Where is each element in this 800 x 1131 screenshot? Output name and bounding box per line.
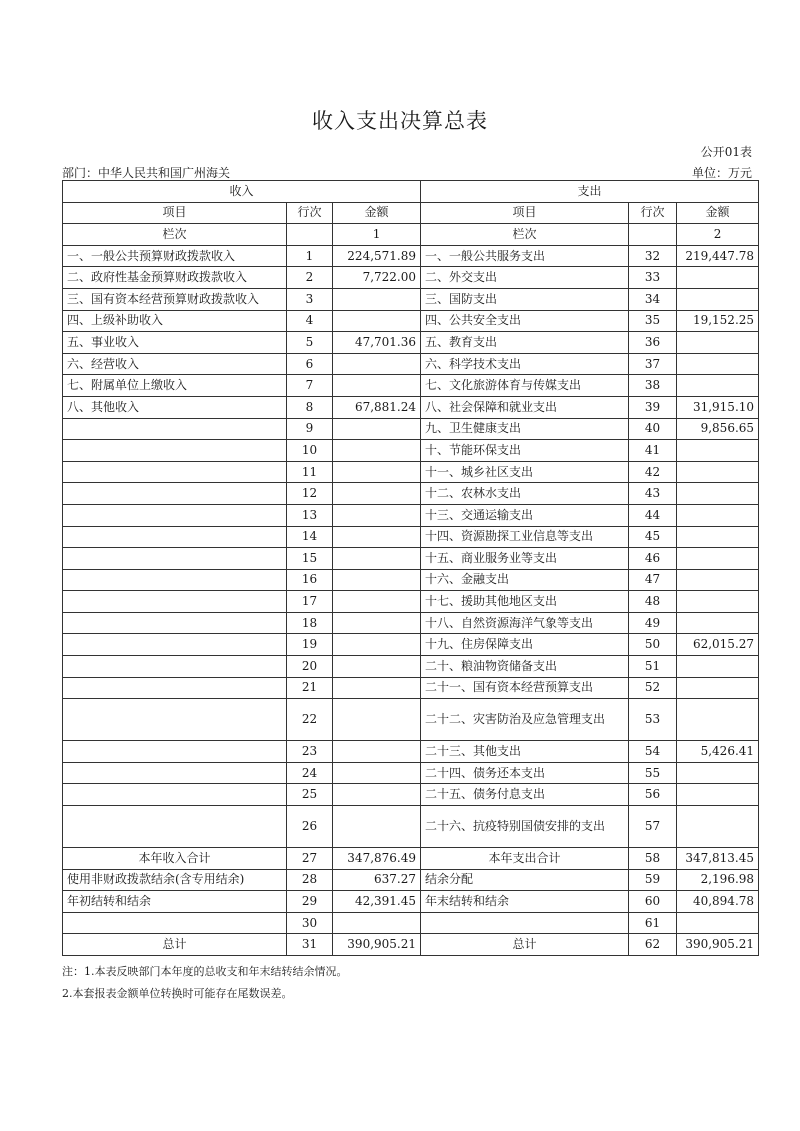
expense-line-number: 44 [629,504,677,526]
expense-amount [677,504,759,526]
expense-line-number: 39 [629,396,677,418]
income-line-number: 2 [287,267,333,289]
table-row [63,461,759,483]
expense-amount [677,440,759,462]
expense-item: 十七、援助其他地区支出 [421,591,629,613]
expense-line-number: 53 [629,699,677,741]
income-amount [333,784,421,806]
expense-line-number: 38 [629,375,677,397]
expense-line-number: 50 [629,634,677,656]
income-amount [333,741,421,763]
income-item [63,591,287,613]
income-amount [333,375,421,397]
note-2: 2.本套报表金额单位转换时可能存在尾数误差。 [62,987,293,1000]
expense-item: 十四、资源勘探工业信息等支出 [421,526,629,548]
expense-amount: 2,196.98 [677,869,759,891]
income-item [63,548,287,570]
expense-item: 四、公共安全支出 [421,310,629,332]
income-item [63,612,287,634]
expense-item: 十三、交通运输支出 [421,504,629,526]
table-row [63,569,759,591]
expense-item: 二十三、其他支出 [421,741,629,763]
table-row [63,504,759,526]
expense-amount [677,677,759,699]
income-amount [333,483,421,505]
income-item [63,741,287,763]
expense-item: 十五、商业服务业等支出 [421,548,629,570]
table-row [63,310,759,332]
expense-item: 二十一、国有资本经营预算支出 [421,677,629,699]
expense-line-number: 62 [629,934,677,956]
expense-line-number: 57 [629,806,677,848]
page-title: 收入支出决算总表 [312,109,488,133]
expense-item: 二十、粮油物资储备支出 [421,656,629,678]
column-number-row [63,224,759,246]
table-row [63,332,759,354]
expense-item: 二十二、灾害防治及应急管理支出 [421,699,629,741]
expense-amount [677,656,759,678]
income-amount: 42,391.45 [333,891,421,913]
expense-column-label: 栏次 [421,224,629,246]
expense-line-number: 54 [629,741,677,763]
expense-line-number: 61 [629,912,677,934]
income-line-number: 18 [287,612,333,634]
department-label: 部门：中华人民共和国广州海关 [62,166,231,180]
income-header: 收入 [63,181,421,203]
expense-line-number: 48 [629,591,677,613]
expense-amount [677,762,759,784]
expense-amount: 5,426.41 [677,741,759,763]
income-line-number: 29 [287,891,333,913]
expense-line-number: 32 [629,245,677,267]
income-amount [333,526,421,548]
expense-line-number: 37 [629,353,677,375]
income-item [63,418,287,440]
income-amount [333,912,421,934]
income-item [63,806,287,848]
income-line-number: 20 [287,656,333,678]
expense-line-number: 59 [629,869,677,891]
expense-item: 十一、城乡社区支出 [421,461,629,483]
income-line-header: 行次 [287,202,333,224]
expense-header: 支出 [421,181,759,203]
income-item [63,504,287,526]
income-amount [333,699,421,741]
expense-item: 总计 [421,934,629,956]
income-line-number: 14 [287,526,333,548]
income-line-number: 13 [287,504,333,526]
income-item: 年初结转和结余 [63,891,287,913]
column-header-row [63,202,759,224]
income-line-number: 22 [287,699,333,741]
income-item [63,526,287,548]
income-item [63,440,287,462]
income-item [63,461,287,483]
income-amount [333,762,421,784]
income-line-number: 15 [287,548,333,570]
expense-amount [677,375,759,397]
expense-item: 一、一般公共服务支出 [421,245,629,267]
income-line-number: 7 [287,375,333,397]
expense-item-header: 项目 [421,202,629,224]
income-amount [333,353,421,375]
income-amount [333,591,421,613]
expense-item: 十八、自然资源海洋气象等支出 [421,612,629,634]
expense-item: 二十五、债务付息支出 [421,784,629,806]
income-line-number: 10 [287,440,333,462]
income-line-number: 12 [287,483,333,505]
income-item: 六、经营收入 [63,353,287,375]
expense-amount [677,353,759,375]
income-amount [333,612,421,634]
income-amount [333,806,421,848]
expense-item: 年末结转和结余 [421,891,629,913]
income-line-number: 28 [287,869,333,891]
table-row [63,912,759,934]
table-row [63,656,759,678]
income-line-number: 3 [287,288,333,310]
expense-line-number: 56 [629,784,677,806]
income-line-number: 19 [287,634,333,656]
income-line-number: 9 [287,418,333,440]
expense-amount [677,806,759,848]
table-row [63,591,759,613]
table-row [63,483,759,505]
income-item [63,569,287,591]
expense-amount: 219,447.78 [677,245,759,267]
expense-line-number: 45 [629,526,677,548]
expense-amount [677,267,759,289]
expense-amount: 19,152.25 [677,310,759,332]
income-amount [333,656,421,678]
income-amount [333,310,421,332]
table-row [63,375,759,397]
income-line-number: 25 [287,784,333,806]
expense-amount: 40,894.78 [677,891,759,913]
income-item [63,634,287,656]
table-row [63,848,759,870]
expense-line-number: 46 [629,548,677,570]
income-amount [333,288,421,310]
table-row [63,440,759,462]
income-amount [333,440,421,462]
expense-item: 十、节能环保支出 [421,440,629,462]
income-amount: 347,876.49 [333,848,421,870]
expense-amount: 31,915.10 [677,396,759,418]
expense-item: 二十四、债务还本支出 [421,762,629,784]
income-line-number: 6 [287,353,333,375]
expense-item: 十二、农林水支出 [421,483,629,505]
table-row [63,245,759,267]
income-amount: 7,722.00 [333,267,421,289]
income-item-header: 项目 [63,202,287,224]
income-line-number: 5 [287,332,333,354]
expense-column-number: 2 [677,224,759,246]
income-amount [333,504,421,526]
expense-line-number: 43 [629,483,677,505]
expense-line-number: 33 [629,267,677,289]
expense-amount: 62,015.27 [677,634,759,656]
income-item [63,762,287,784]
table-row [63,741,759,763]
income-item [63,912,287,934]
expense-item: 九、卫生健康支出 [421,418,629,440]
income-amount [333,569,421,591]
expense-item: 七、文化旅游体育与传媒支出 [421,375,629,397]
income-item: 二、政府性基金预算财政拨款收入 [63,267,287,289]
income-line-number: 27 [287,848,333,870]
income-amount: 67,881.24 [333,396,421,418]
expense-amount: 347,813.45 [677,848,759,870]
notes [62,961,348,1005]
expense-line-number: 60 [629,891,677,913]
expense-line-number: 36 [629,332,677,354]
table-row [63,612,759,634]
expense-amount [677,483,759,505]
income-item [63,656,287,678]
income-line-number: 23 [287,741,333,763]
expense-amount [677,612,759,634]
form-number: 公开01表 [700,145,752,159]
note-1: 注：1.本表反映部门本年度的总收支和年末结转结余情况。 [62,965,348,978]
expense-item: 本年支出合计 [421,848,629,870]
income-line-number: 24 [287,762,333,784]
income-item: 四、上级补助收入 [63,310,287,332]
table-row [63,677,759,699]
income-amount [333,548,421,570]
income-amount: 224,571.89 [333,245,421,267]
expense-item: 十六、金融支出 [421,569,629,591]
expense-amount [677,912,759,934]
budget-summary-table [62,180,759,956]
expense-line-number: 49 [629,612,677,634]
expense-line-number: 52 [629,677,677,699]
expense-item: 八、社会保障和就业支出 [421,396,629,418]
table-row [63,526,759,548]
income-line-number: 17 [287,591,333,613]
expense-line-number: 47 [629,569,677,591]
income-amount: 390,905.21 [333,934,421,956]
income-amount [333,418,421,440]
income-item [63,784,287,806]
table-row [63,699,759,741]
expense-amount [677,784,759,806]
expense-line-number: 42 [629,461,677,483]
expense-line-number: 34 [629,288,677,310]
income-column-label: 栏次 [63,224,287,246]
empty-cell [629,224,677,246]
expense-item: 五、教育支出 [421,332,629,354]
empty-cell [287,224,333,246]
income-item: 本年收入合计 [63,848,287,870]
expense-amount: 9,856.65 [677,418,759,440]
expense-line-number: 58 [629,848,677,870]
income-item: 使用非财政拨款结余(含专用结余) [63,869,287,891]
expense-line-number: 35 [629,310,677,332]
expense-item: 二、外交支出 [421,267,629,289]
income-amount-header: 金额 [333,202,421,224]
table-row [63,762,759,784]
income-line-number: 4 [287,310,333,332]
income-line-number: 26 [287,806,333,848]
expense-line-number: 41 [629,440,677,462]
income-amount: 637.27 [333,869,421,891]
expense-amount [677,288,759,310]
expense-amount [677,569,759,591]
income-amount [333,634,421,656]
expense-amount: 390,905.21 [677,934,759,956]
income-item: 一、一般公共预算财政拨款收入 [63,245,287,267]
income-amount [333,677,421,699]
expense-line-number: 55 [629,762,677,784]
expense-line-number: 51 [629,656,677,678]
income-item [63,699,287,741]
expense-item: 三、国防支出 [421,288,629,310]
expense-item: 十九、住房保障支出 [421,634,629,656]
table-row [63,418,759,440]
income-line-number: 16 [287,569,333,591]
income-line-number: 1 [287,245,333,267]
expense-line-header: 行次 [629,202,677,224]
table-row [63,634,759,656]
income-amount [333,461,421,483]
table-row [63,784,759,806]
table-row [63,806,759,848]
expense-amount [677,591,759,613]
table-row [63,267,759,289]
expense-amount [677,699,759,741]
table-row [63,288,759,310]
expense-amount [677,548,759,570]
income-item [63,483,287,505]
expense-amount [677,461,759,483]
section-header-row [63,181,759,203]
expense-amount [677,332,759,354]
income-line-number: 31 [287,934,333,956]
income-line-number: 8 [287,396,333,418]
table-row [63,353,759,375]
income-amount: 47,701.36 [333,332,421,354]
income-line-number: 30 [287,912,333,934]
income-column-number: 1 [333,224,421,246]
income-line-number: 11 [287,461,333,483]
expense-line-number: 40 [629,418,677,440]
expense-item: 六、科学技术支出 [421,353,629,375]
expense-item: 结余分配 [421,869,629,891]
income-item [63,677,287,699]
income-item: 八、其他收入 [63,396,287,418]
income-item: 总计 [63,934,287,956]
table-row [63,548,759,570]
table-row [63,869,759,891]
expense-amount [677,526,759,548]
income-line-number: 21 [287,677,333,699]
table-row [63,396,759,418]
expense-item [421,912,629,934]
expense-amount-header: 金额 [677,202,759,224]
table-row [63,934,759,956]
table-row [63,891,759,913]
expense-item: 二十六、抗疫特别国债安排的支出 [421,806,629,848]
unit-label: 单位：万元 [691,166,752,180]
income-item: 三、国有资本经营预算财政拨款收入 [63,288,287,310]
income-item: 五、事业收入 [63,332,287,354]
income-item: 七、附属单位上缴收入 [63,375,287,397]
